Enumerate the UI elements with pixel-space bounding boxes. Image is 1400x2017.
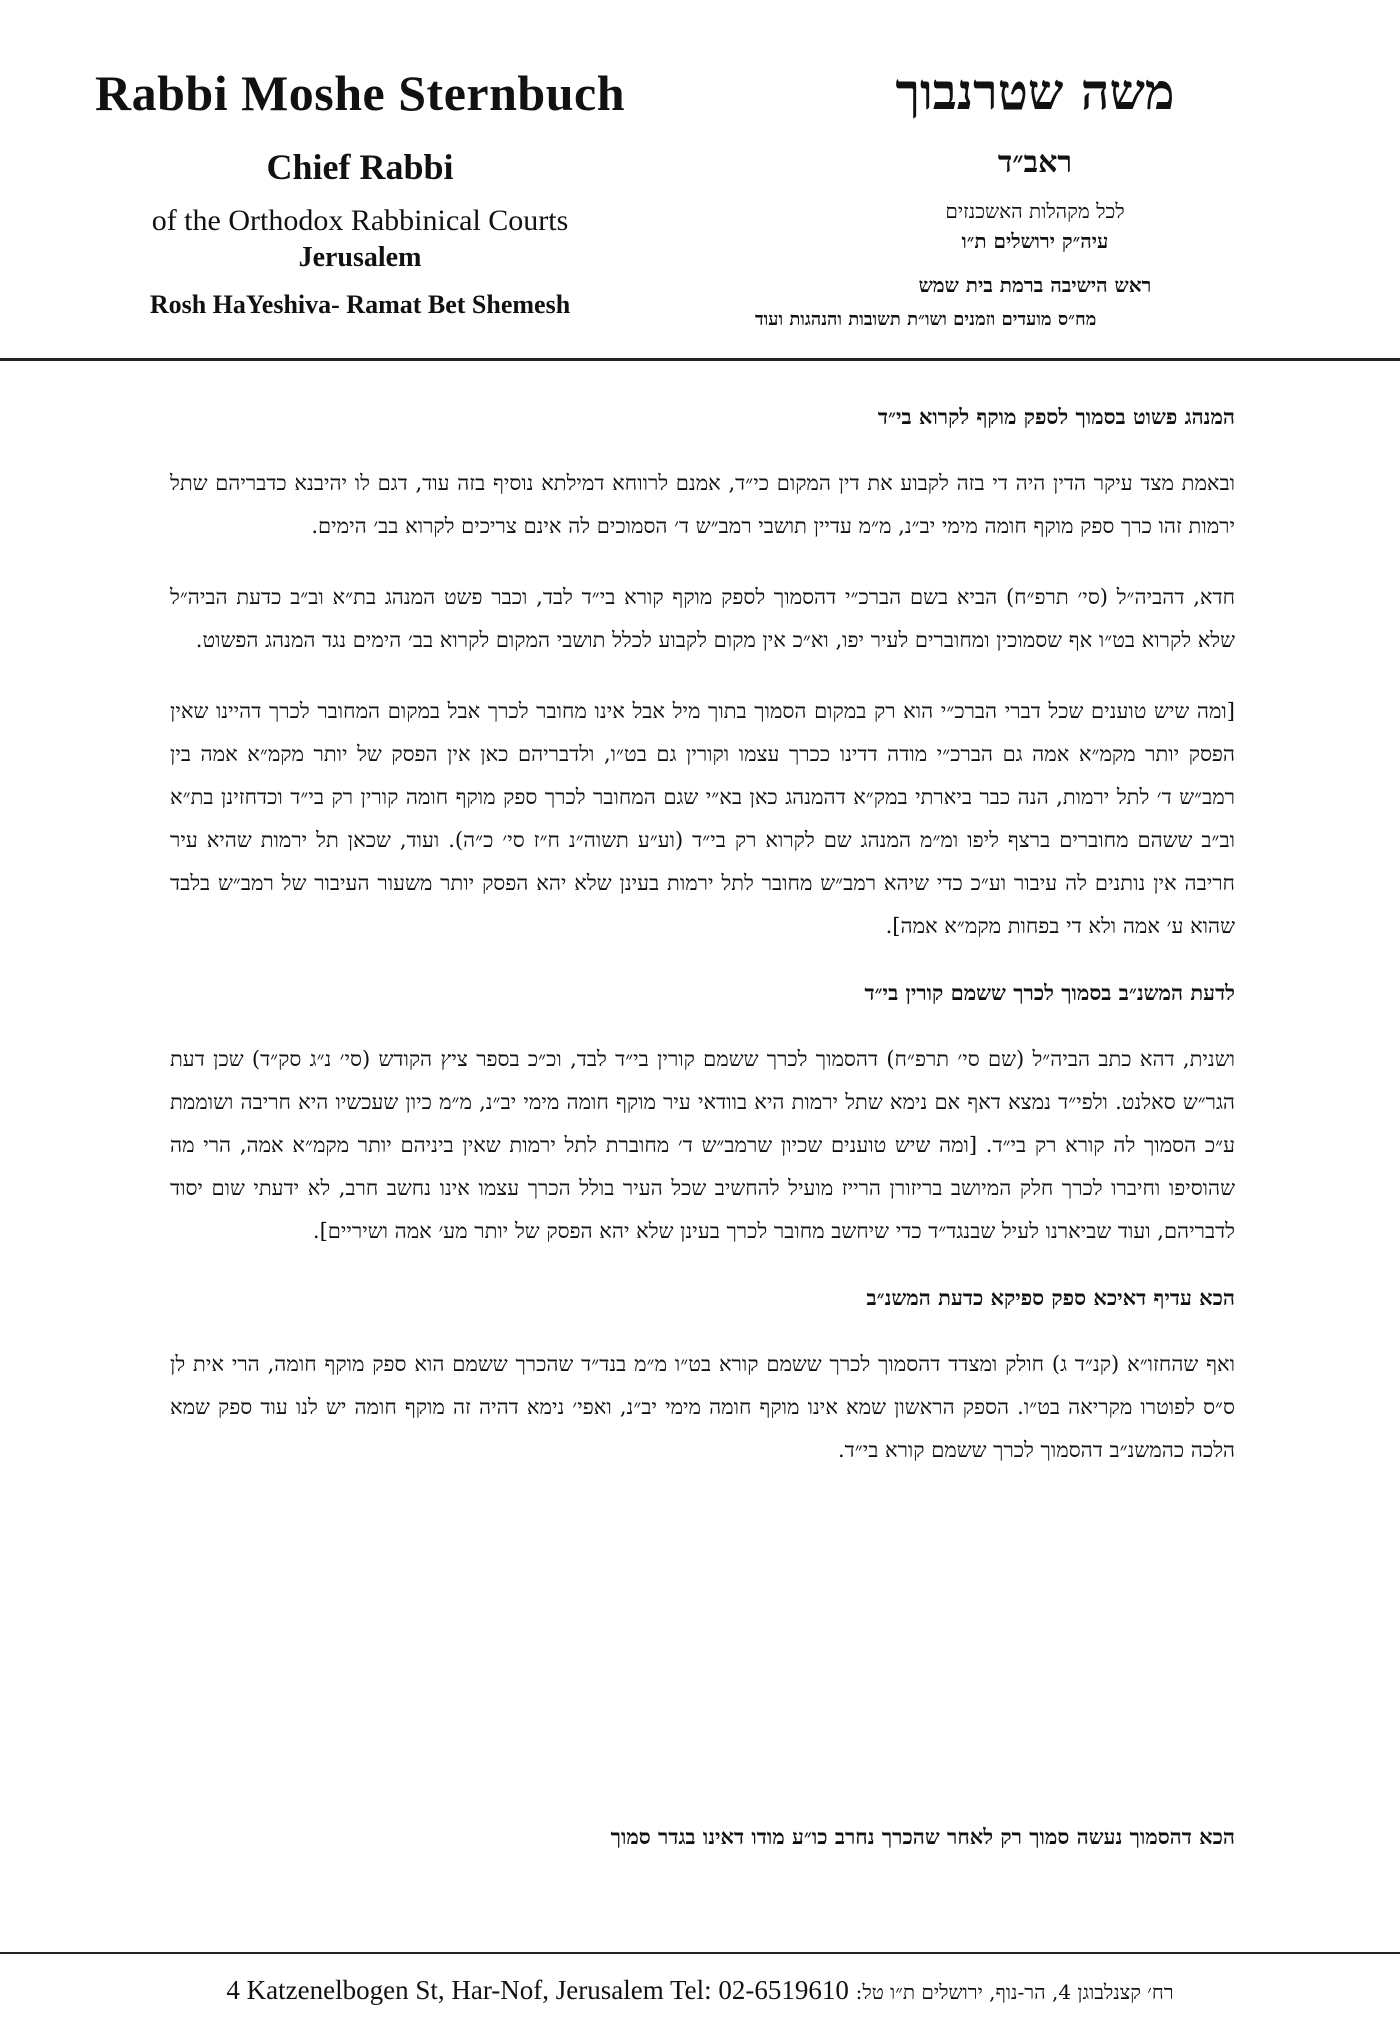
hebrew-line-3: ראש הישיבה ברמת בית שמש xyxy=(918,273,1152,297)
footer-divider xyxy=(0,1952,1400,1954)
rabbi-name-english: Rabbi Moshe Sternbuch xyxy=(94,65,626,121)
yeshiva-line: Rosh HaYeshiva- Ramat Bet Shemesh xyxy=(149,290,571,319)
letterhead-hebrew xyxy=(755,60,1315,334)
paragraph: חדא, דהביה״ל (סי׳ תרפ״ח) הביא בשם הברכ״י דהסמוך לספק מוקף קורא בי״ד לבד, וכבר פשט המנהג בת״א וב״ב כדעת הביה״ל שלא לקרוא בט״ו אף שסמוכין ומחוברים לעיר יפו, וא״כ אין מקום לקבוע לכלל תושבי המקום לקרוא בב׳ הימים נגד המנהג הפשוט. xyxy=(170,585,1235,652)
hebrew-title: ראב״ד xyxy=(997,145,1073,180)
footer-hebrew: רח׳ קצנלבוגן 4, הר-נוף, ירושלים ת״ו טל: xyxy=(855,1980,1174,2004)
hebrew-line-1: לכל מקהלות האשכנזים xyxy=(945,199,1125,223)
paragraph: [ומה שיש טוענים שכל דברי הברכ״י הוא רק במקום הסמוך בתוך מיל אבל אינו מחובר לכרך אבל במקום המחובר לכרך דהיינו שאין הפסק יותר מקמ״א אמה גם הברכ״י מודה דדינו ככרך עצמו וקורין גם בט״ו, ולדבריהם כאן אין הפסק של יותר מקמ״א אמה בין רמב״ש ד׳ לתל ירמות, הנה כבר ביארתי במק״א דהמנהג כאן בא״י שגם המחובר לכרך ספק מוקף חומה קורין רק בי״ד וכדחזינן בת״א וב״ב ששהם מחוברים ברצף ליפו ומ״מ המנהג שם לקרוא רק בי״ד (וע״ע תשוה״נ ח״ז סי׳ כ״ה). ועוד, שכאן תל ירמות שהיא עיר חריבה אין נותנים לה עיבור וע״כ כדי שיהא רמב״ש מחובר לתל ירמות בעינן שלא יהא הפסק יותר משעור העיבור של רמב״ש בלבד שהוא ע׳ אמה ולא די בפחות מקמ״א אמה]. xyxy=(170,699,1235,938)
rabbi-name-hebrew: משה שטרנבוך xyxy=(895,62,1175,121)
chief-rabbi-title: Chief Rabbi xyxy=(266,147,454,187)
paragraph: ואף שהחזו״א (קנ״ד ג) חולק ומצדד דהסמוך לכרך ששמם קורא בט״ו מ״מ בנד״ד שהכרך ששמם הוא ספק מוקף חומה, הרי אית לן ס״ס לפוטרו מקריאה בט״ו. הספק הראשון שמא אינו מוקף חומה מימי יב״נ, ואפי׳ נימא דהיה זה מוקף חומה יש לנו עוד ספק שמא הלכה כהמשנ״ב דהסמוך לכרך ששמם קורא בי״ד. xyxy=(170,1352,1236,1462)
paragraph: ושנית, דהא כתב הביה״ל (שם סי׳ תרפ״ח) דהסמוך לכרך ששמם קורין בי״ד לבד, וכ״כ בספר ציץ הקודש (סי׳ נ״ג סק״ד) שכן דעת הגר״ש סאלנט. ולפי״ד נמצא דאף אם נימא שתל ירמות היא בוודאי עיר מוקף חומה מימי יב״נ, מ״מ כיון שעכשיו היא חריבה ושוממת ע״כ הסמוך לה קורא רק בי״ד. [ומה שיש טוענים שכיון שרמב״ש ד׳ מחוברת לתל ירמות שאין ביניהם יותר מקמ״א אמה, הרי מה שהוסיפו וחיברו לכרך חלק המיושב בריזורן הרייז מועיל להחשיב שכל העיר בולל הכרך עצמו אינו נחשב חרב, לא ידעתי שום יסוד לדבריהם, ועוד שביארנו לעיל שבנגד״ד כדי שיחשב מחובר לכרך בעינן שלא יהא הפסק של יותר מע׳ אמה ושיריים]. xyxy=(170,1047,1235,1243)
paragraph: ובאמת מצד עיקר הדין היה די בזה לקבוע את דין המקום כי״ד, אמנם לרווחא דמילתא נוסיף בזה עוד, דגם לו יהיבנא כדבריהם שתל ירמות זהו כרך ספק מוקף חומה מימי יב״נ, מ״מ עדיין תושבי רמב״ש ד׳ הסמוכים לה אינם צריכים לקרוא בב׳ הימים. xyxy=(170,471,1235,538)
section-heading: לדעת המשנ״ב בסמוך לכרך ששמם קורין בי״ד xyxy=(864,980,1235,1005)
city-line: Jerusalem xyxy=(298,242,422,273)
letter-body xyxy=(170,400,1235,1500)
section-heading: המנהג פשוט בסמוך לספק מוקף לקרוא בי״ד xyxy=(877,404,1235,429)
letterhead-english xyxy=(80,60,640,322)
final-heading: הכא דהסמוך נעשה סמוך רק לאחר שהכרך נחרב כו״ע מודו דאינו בגדר סמוך xyxy=(610,1824,1235,1849)
hebrew-line-4: מח״ס מועדים וזמנים ושו״ת תשובות והנהגות ועוד xyxy=(755,309,1097,330)
hebrew-line-2: עיה״ק ירושלים ת״ו xyxy=(961,229,1109,253)
footer-address xyxy=(0,1972,1400,2010)
footer-english: 4 Katzenelbogen St, Har-Nof, Jerusalem Tel: 02-6519610 xyxy=(226,1975,849,2005)
section-heading: הכא עדיף דאיכא ספק ספיקא כדעת המשנ״ב xyxy=(866,1285,1235,1310)
courts-line: of the Orthodox Rabbinical Courts xyxy=(151,204,569,237)
header-divider xyxy=(0,358,1400,361)
